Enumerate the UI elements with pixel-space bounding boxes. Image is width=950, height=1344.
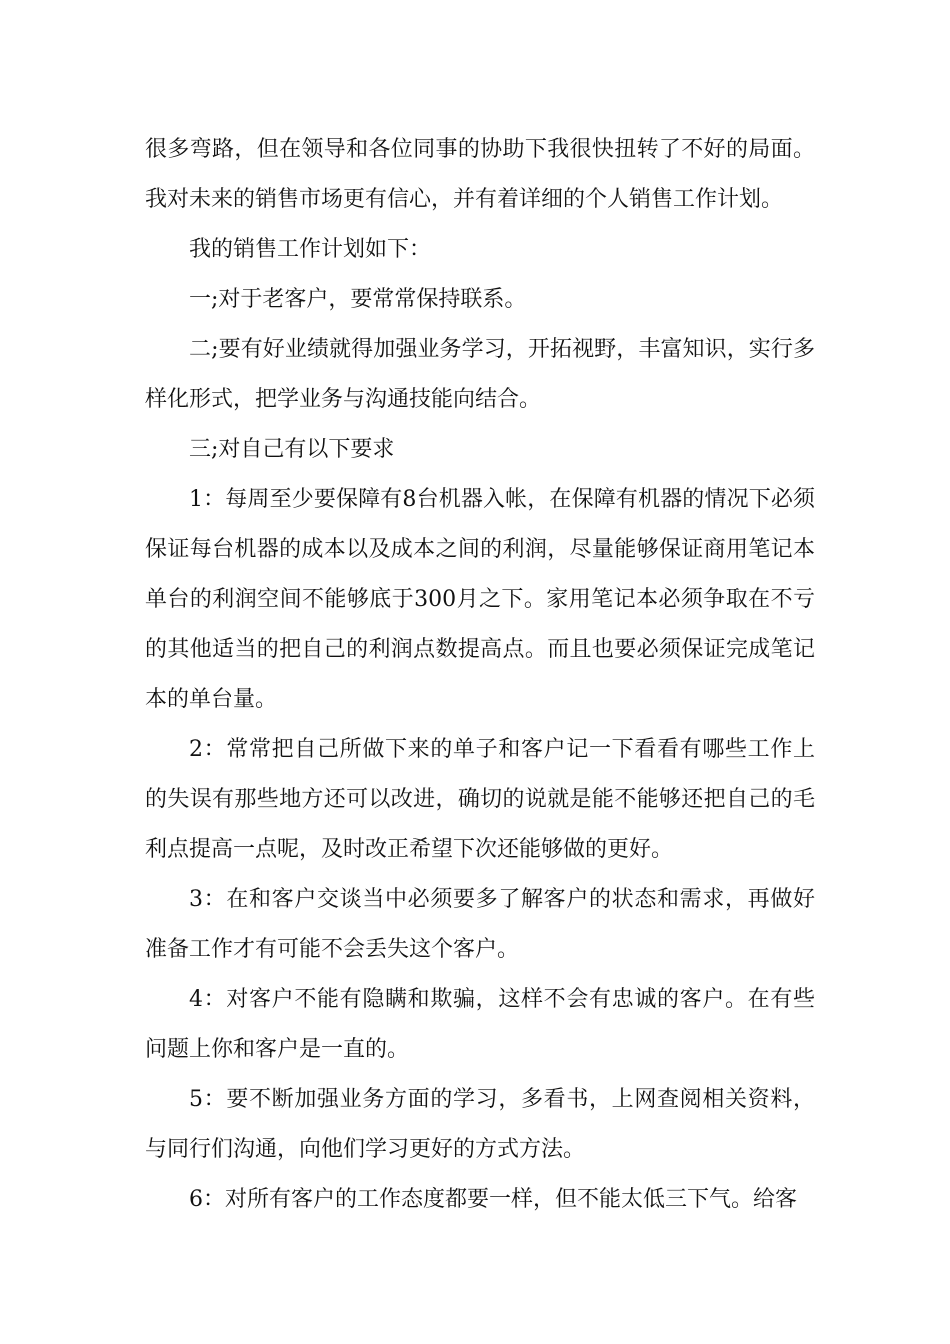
paragraph-item-two: 二;要有好业绩就得加强业务学习，开拓视野，丰富知识，实行多样化形式，把学业务与沟通技能向结合。: [145, 337, 815, 412]
paragraph-requirement-6: 6：对所有客户的工作态度都要一样，但不能太低三下气。给客: [189, 1187, 797, 1212]
paragraph-requirement-3: 3：在和客户交谈当中必须要多了解客户的状态和需求，再做好准备工作才有可能不会丢失这个客户。: [145, 887, 815, 962]
paragraph-item-three: 三;对自己有以下要求: [189, 437, 395, 462]
document-body: [145, 125, 815, 1225]
paragraph-requirement-4: 4：对客户不能有隐瞒和欺骗，这样不会有忠诚的客户。在有些问题上你和客户是一直的。: [145, 987, 815, 1062]
paragraph-requirement-1: 1：每周至少要保障有8台机器入帐，在保障有机器的情况下必须保证每台机器的成本以及成本之间的利润，尽量能够保证商用笔记本单台的利润空间不能够底于300月之下。家用笔记本必须争取在不亏的其他适当的把自己的利润点数提高点。而且也要必须保证完成笔记本的单台量。: [145, 487, 815, 712]
paragraph-item-one: 一;对于老客户，要常常保持联系。: [189, 287, 527, 312]
paragraph-intro-continued: 很多弯路，但在领导和各位同事的协助下我很快扭转了不好的局面。我对未来的销售市场更有信心，并有着详细的个人销售工作计划。: [145, 137, 815, 212]
paragraph-requirement-5: 5：要不断加强业务方面的学习，多看书，上网查阅相关资料，与同行们沟通，向他们学习更好的方式方法。: [145, 1087, 815, 1162]
paragraph-requirement-2: 2：常常把自己所做下来的单子和客户记一下看看有哪些工作上的失误有那些地方还可以改进，确切的说就是能不能够还把自己的毛利点提高一点呢，及时改正希望下次还能够做的更好。: [145, 737, 815, 862]
paragraph-plan-heading: 我的销售工作计划如下：: [189, 237, 432, 262]
